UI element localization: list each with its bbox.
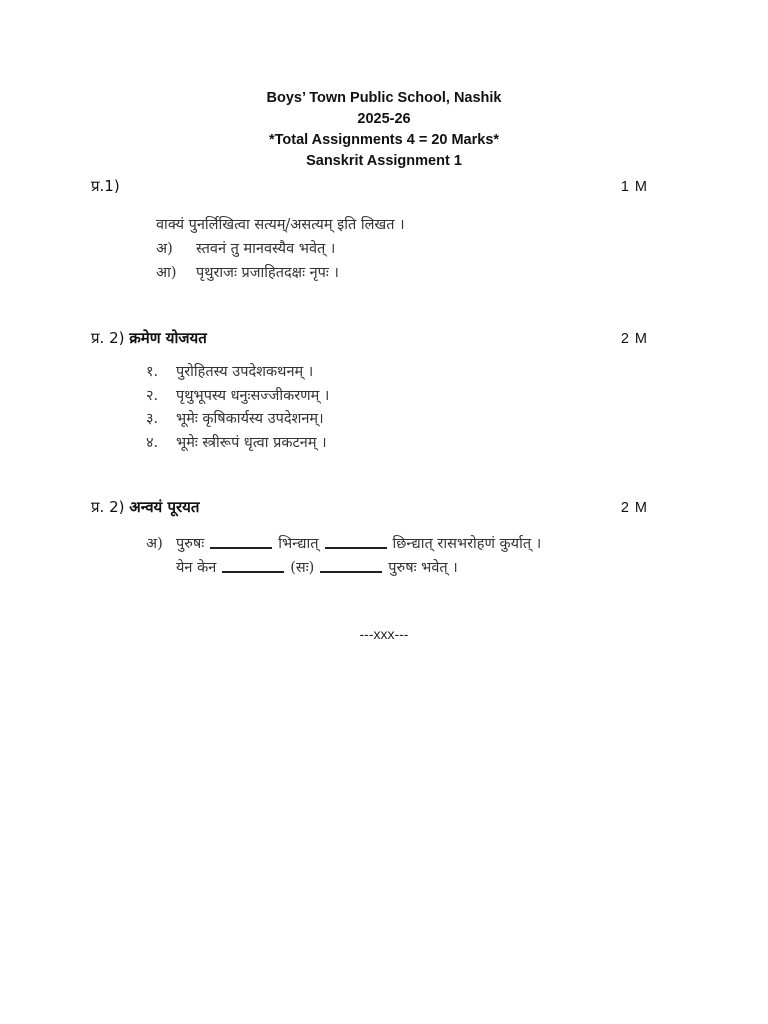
word: पुरुषः भवेत् ।	[388, 560, 458, 576]
answer-blank	[222, 571, 284, 573]
answer-blank	[210, 547, 272, 549]
question-3-body	[146, 532, 541, 580]
item-prefix: आ)	[156, 265, 177, 281]
answer-blank	[325, 547, 387, 549]
item-number: २.	[146, 387, 159, 404]
list-item	[146, 361, 329, 385]
question-3-heading-left	[91, 497, 199, 517]
document-header	[0, 88, 768, 172]
item-prefix: अ)	[156, 241, 173, 257]
item-prefix: अ)	[146, 536, 163, 552]
list-item	[146, 408, 329, 432]
word: येन केन	[176, 560, 217, 576]
question-1-marks: 1 M	[620, 179, 648, 195]
question-2-marks: 2 M	[620, 331, 648, 347]
question-2-label: प्र. 2)	[91, 329, 125, 347]
item-number: १.	[146, 364, 159, 380]
word: (सः)	[290, 560, 315, 576]
word: छिन्द्यात् रासभरोहणं कुर्यात् ।	[392, 536, 542, 552]
question-3-title: अन्वयं पूरयत	[129, 498, 200, 516]
question-2-heading-left	[91, 328, 207, 348]
item-number: ४.	[146, 434, 159, 451]
question-2-title: क्रमेण योजयत	[129, 329, 207, 347]
item-text: स्तवनं तु मानवस्यैव भवेत् ।	[196, 241, 336, 257]
academic-year: 2025-26	[357, 111, 411, 127]
school-name: Boys’ Town Public School, Nashik	[266, 90, 502, 106]
item-text: पृथुराजः प्रजाहितदक्षः नृपः ।	[196, 265, 339, 281]
item-text: पुरोहितस्य उपदेशकथनम् ।	[176, 364, 314, 380]
item-text: भूमेः कृषिकार्यस्य उपदेशनम्।	[176, 411, 324, 427]
list-item	[146, 385, 329, 409]
question-3-label: प्र. 2)	[91, 498, 125, 516]
document-footer: ---xxx---	[359, 626, 409, 642]
word: पुरुषः	[176, 536, 205, 552]
fill-blank-line-2	[146, 556, 541, 580]
question-1-heading	[91, 176, 648, 196]
question-1-instruction: वाक्यं पुनर्लिखित्वा सत्यम्/असत्यम् इति लिखत ।	[156, 217, 405, 233]
question-3-marks: 2 M	[620, 500, 648, 516]
answer-blank	[320, 571, 382, 573]
assignment-title: Sanskrit Assignment 1	[306, 153, 462, 169]
word: भिन्द्यात्	[278, 536, 319, 552]
fill-blank-line-1	[146, 532, 541, 556]
list-item	[146, 432, 329, 456]
question-1-item	[156, 237, 405, 261]
question-1-item	[156, 261, 405, 285]
item-text: भूमेः स्त्रीरूपं धृत्वा प्रकटनम् ।	[176, 434, 327, 451]
item-text: पृथुभूपस्य धनुःसज्जीकरणम् ।	[176, 387, 330, 404]
question-1-body	[156, 213, 405, 285]
question-2-heading	[91, 328, 648, 348]
question-1-label: प्र.1)	[91, 177, 120, 195]
total-assignments: *Total Assignments 4 = 20 Marks*	[268, 132, 500, 148]
question-3-heading	[91, 497, 648, 517]
question-2-body	[146, 361, 329, 455]
item-number: ३.	[146, 411, 159, 427]
